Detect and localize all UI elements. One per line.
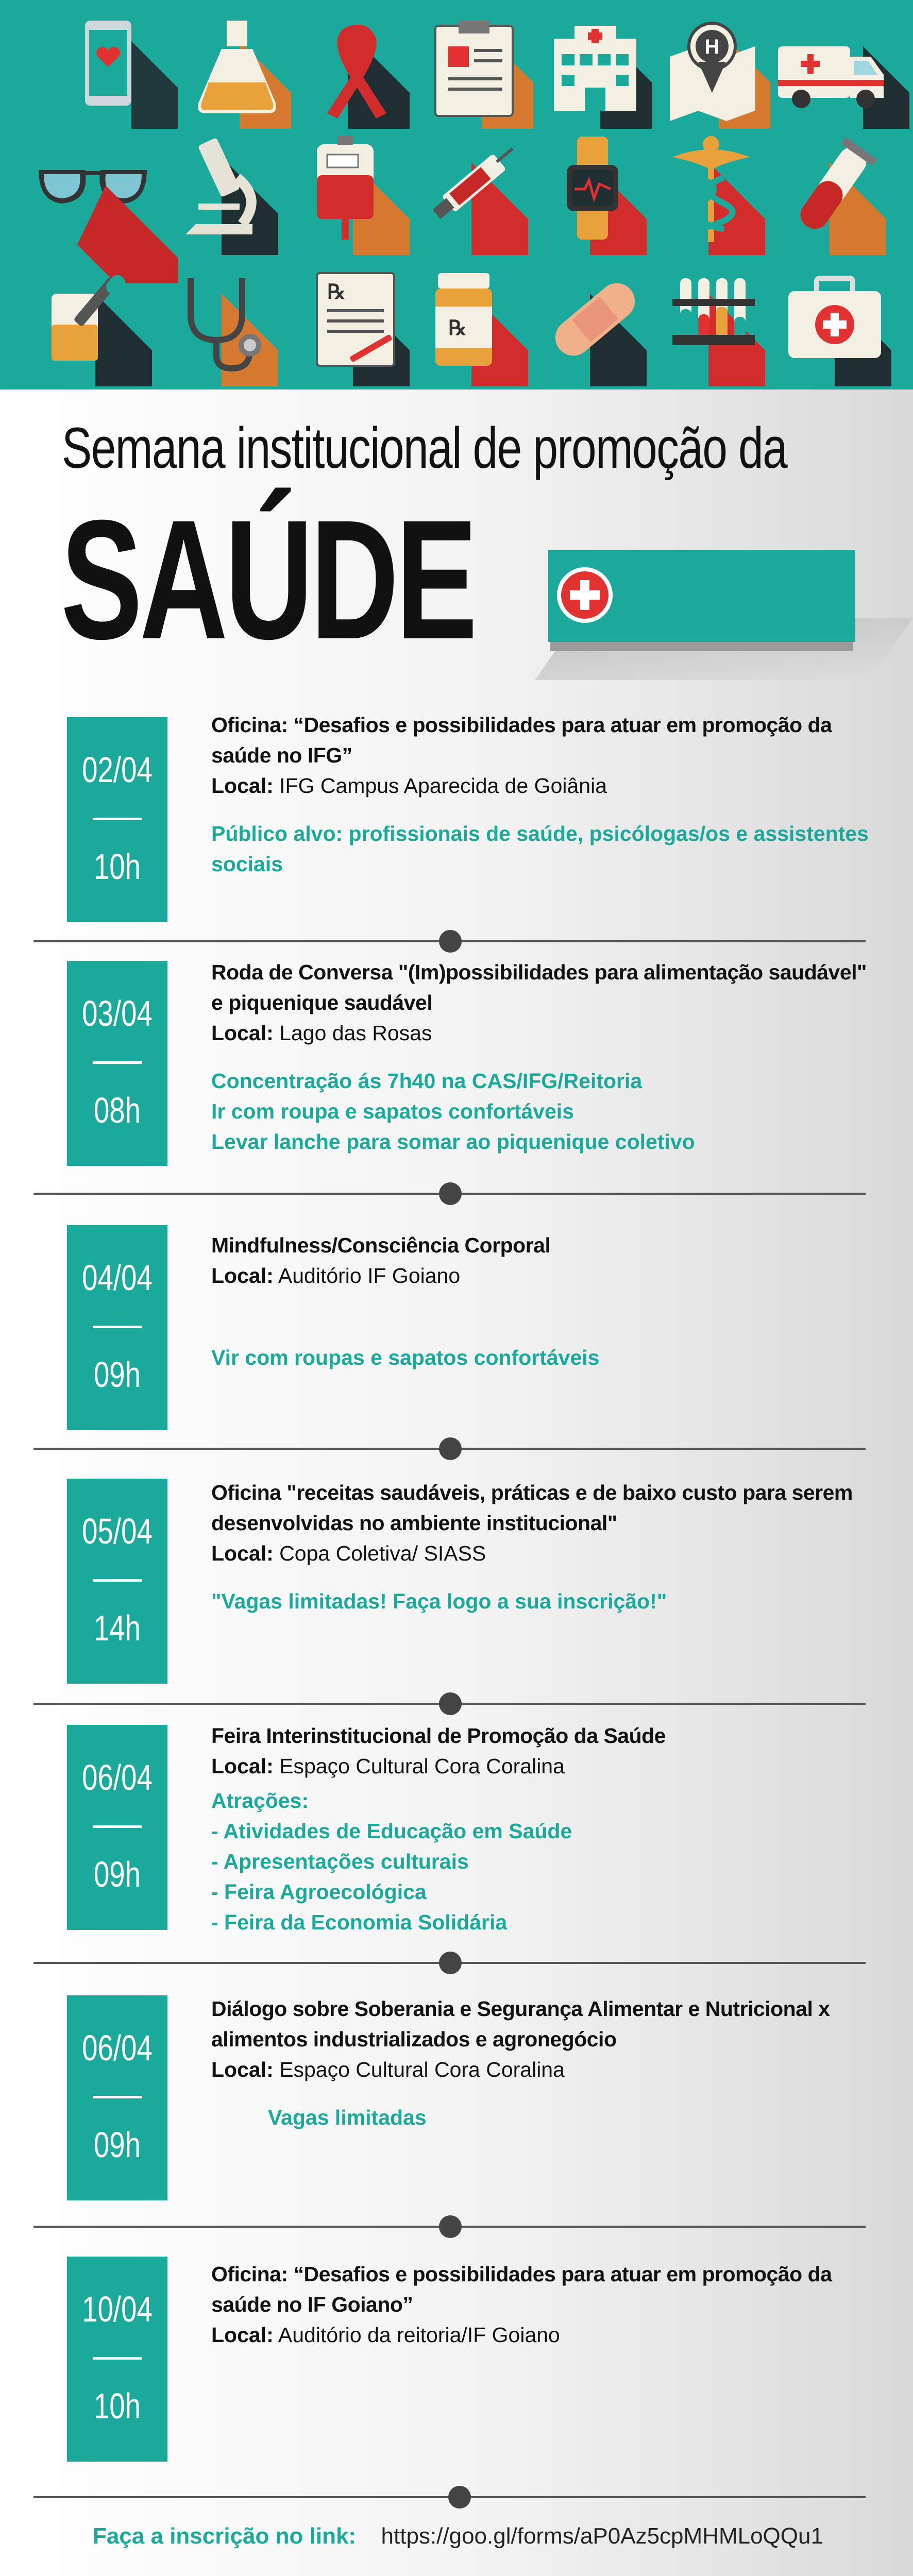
event-note: Levar lanche para somar ao piquenique coletivo <box>211 1130 695 1154</box>
event-title: Oficina: “Desafios e possibilidades para atuar em promoção da saúde no IFG” <box>211 713 832 767</box>
event-title: Roda de Conversa "(Im)possibilidades para alimentação saudável" e piquenique saudável <box>211 960 867 1014</box>
event-location <box>211 2320 881 2350</box>
pill-bottle-icon <box>435 273 528 386</box>
date-divider <box>93 2096 142 2098</box>
event-details <box>211 710 881 879</box>
clipboard-icon <box>435 21 533 129</box>
location-value: Lago das Rosas <box>279 1021 432 1045</box>
divider-dot <box>439 1182 462 1205</box>
date-box <box>67 1725 167 1930</box>
caduceus-icon <box>672 136 765 255</box>
medical-cross-icon <box>556 567 613 623</box>
hospital-icon <box>554 26 652 129</box>
syringe-icon <box>433 147 528 255</box>
event-hour: 10h <box>93 2386 141 2426</box>
stethoscope-icon <box>191 278 278 386</box>
event-hour: 09h <box>93 2125 141 2165</box>
event-details <box>211 1994 881 2133</box>
location-label: Local: <box>211 1754 274 1778</box>
smartphone-heart-icon <box>49 15 178 129</box>
event-location <box>211 1538 881 1569</box>
event-date: 05/04 <box>82 1511 153 1551</box>
event-location <box>211 1261 881 1291</box>
date-box <box>67 1479 167 1684</box>
event-details <box>211 957 881 1157</box>
event-details <box>211 1721 881 1938</box>
awareness-ribbon-icon <box>327 25 410 129</box>
event-date: 02/04 <box>82 750 153 790</box>
event-note: Ir com roupa e sapatos confortáveis <box>211 1099 574 1123</box>
divider-dot <box>439 930 462 953</box>
event-title: Oficina "receitas saudáveis, práticas e de baixo custo para serem desenvolvidas no ambiente institucional" <box>211 1481 853 1535</box>
svg-text:℞: ℞ <box>448 316 467 340</box>
event-hour: 08h <box>93 1090 141 1130</box>
location-value: Espaço Cultural Cora Coralina <box>279 2058 565 2081</box>
bandage-icon <box>548 276 647 386</box>
event-date: 03/04 <box>82 993 153 1033</box>
location-value: Auditório IF Goiano <box>278 1264 461 1287</box>
location-value: Espaço Cultural Cora Coralina <box>279 1754 565 1778</box>
event-title: Mindfulness/Consciência Corporal <box>211 1233 551 1257</box>
event-details <box>211 1478 881 1617</box>
event-note: "Vagas limitadas! Faça logo a sua inscrição!" <box>211 1589 667 1613</box>
test-tubes-rack-icon <box>672 278 765 386</box>
date-box <box>67 2257 167 2462</box>
date-divider <box>93 1326 142 1328</box>
date-divider <box>93 1061 142 1064</box>
event-date: 04/04 <box>82 1258 153 1298</box>
page-title-saude: SAÚDE <box>61 484 475 674</box>
event-date: 06/04 <box>82 1757 153 1798</box>
divider-dot <box>439 1437 462 1460</box>
event-hour: 14h <box>93 1608 141 1648</box>
event-note: - Feira da Economia Solidária <box>211 1910 508 1934</box>
location-value: IFG Campus Aparecida de Goiânia <box>279 774 607 798</box>
date-divider <box>93 2357 142 2360</box>
date-box <box>67 961 167 1166</box>
header-banner <box>0 0 913 389</box>
date-box <box>67 717 167 922</box>
date-divider <box>93 1579 142 1582</box>
event-note: - Apresentações culturais <box>211 1850 469 1873</box>
svg-text:H: H <box>704 36 720 58</box>
divider-dot <box>439 1952 462 1974</box>
event-title: Feira Interinstitucional de Promoção da Saúde <box>211 1724 666 1748</box>
page-title-line1: Semana institucional de promoção da <box>62 416 787 480</box>
event-note: - Atividades de Educação em Saúde <box>211 1819 572 1843</box>
event-hour: 09h <box>93 1354 141 1395</box>
location-label: Local: <box>211 774 274 798</box>
location-label: Local: <box>211 2058 274 2081</box>
divider-dot <box>439 2215 462 2238</box>
event-location <box>211 771 881 801</box>
divider-dot <box>439 1692 462 1715</box>
event-location <box>211 1018 881 1048</box>
registration-link[interactable]: https://goo.gl/forms/aP0Az5cpMHMLoQQu1 <box>381 2523 823 2549</box>
event-details <box>211 2259 881 2350</box>
event-hour: 09h <box>93 1854 141 1894</box>
event-hour: 10h <box>93 846 141 887</box>
event-title: Oficina: “Desafios e possibilidades para atuar em promoção da saúde no IF Goiano” <box>211 2262 832 2316</box>
hospital-map-icon <box>670 23 770 129</box>
blood-bag-icon <box>317 135 410 255</box>
event-date: 06/04 <box>82 2028 153 2068</box>
location-label: Local: <box>211 1541 274 1565</box>
event-note: Atrações: <box>211 1789 309 1812</box>
location-label: Local: <box>211 1021 274 1045</box>
event-details <box>211 1230 881 1373</box>
event-title: Diálogo sobre Soberania e Segurança Alimentar e Nutricional x alimentos industrializados e agronegócio <box>211 1997 830 2051</box>
flask-icon <box>198 21 291 129</box>
glasses-icon <box>39 165 178 283</box>
event-location <box>211 1751 881 1782</box>
svg-text:℞: ℞ <box>327 280 346 303</box>
event-note: Público alvo: profissionais de saúde, psicólogas/os e assistentes sociais <box>211 822 869 876</box>
event-note: Vagas limitadas <box>268 2106 427 2129</box>
location-label: Local: <box>211 1264 274 1287</box>
microscope-icon <box>185 138 278 255</box>
header-icons <box>0 0 913 389</box>
date-divider <box>93 818 142 820</box>
test-tube-icon <box>795 137 886 255</box>
date-divider <box>93 1825 142 1828</box>
registration-line <box>93 2523 823 2549</box>
event-note: Concentração ás 7h40 na CAS/IFG/Reitoria <box>211 1069 643 1093</box>
date-box <box>67 1225 167 1430</box>
event-note: - Feira Agroecológica <box>211 1880 427 1904</box>
event-date: 10/04 <box>82 2289 153 2329</box>
heart-rate-watch-icon <box>567 137 647 255</box>
event-note: Vir com roupas e sapatos confortáveis <box>211 1346 600 1369</box>
date-box <box>67 1995 167 2200</box>
location-value: Copa Coletiva/ SIASS <box>279 1541 486 1565</box>
registration-label: Faça a inscrição no link: <box>93 2523 357 2549</box>
first-aid-kit-icon <box>788 278 891 386</box>
eyedropper-icon <box>52 272 152 386</box>
event-location <box>211 2055 881 2085</box>
ambulance-icon <box>778 46 909 129</box>
location-value: Auditório da reitoria/IF Goiano <box>278 2323 560 2347</box>
divider-dot <box>448 2486 471 2509</box>
prescription-icon <box>317 273 410 386</box>
location-label: Local: <box>211 2323 274 2347</box>
